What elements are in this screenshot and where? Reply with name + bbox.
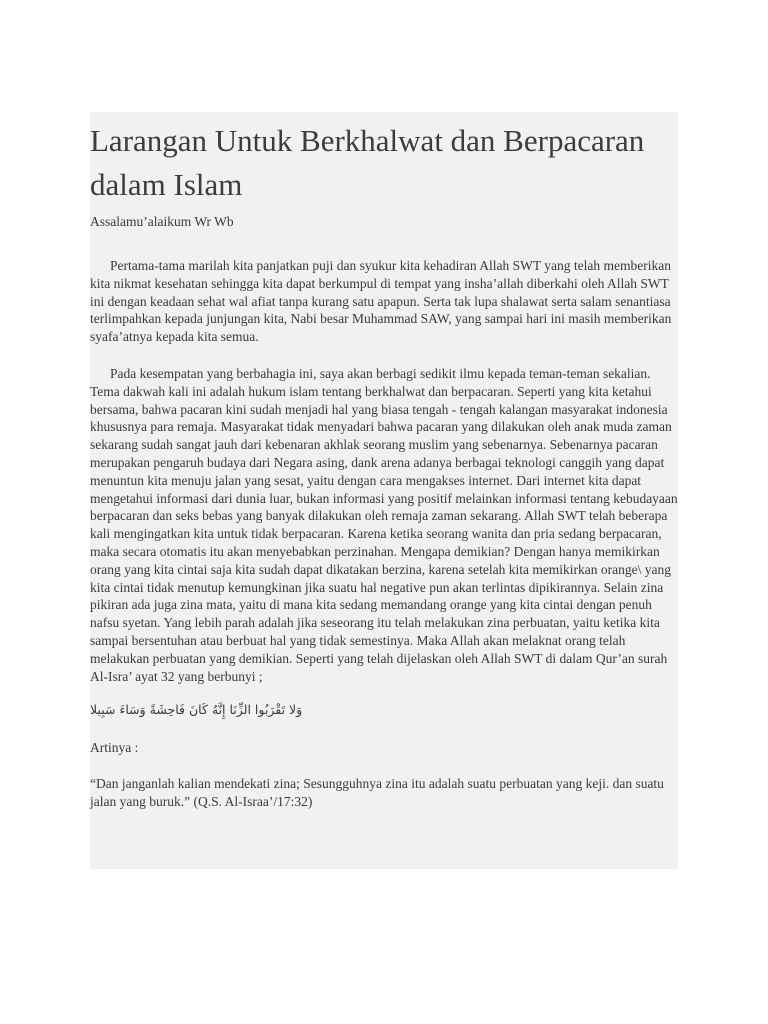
article-title: Larangan Untuk Berkhalwat dan Berpacaran dalam Islam: [90, 123, 645, 202]
paragraph-main: Pada kesempatan yang berbahagia ini, saya akan berbagi sedikit ilmu kepada teman-teman sekalian. Tema dakwah kali ini adalah hukum islam tentang berkhalwat dan berpacaran. Seperti yang kita ketahui bersama, bahwa pacaran kini sudah menjadi hal yang biasa tengah - tengah kalangan masyarakat indonesia khususnya para remaja. Masyarakat tidak menyadari bahwa pacaran yang dilakukan oleh anak muda zaman sekarang sudah sangat jauh dari kebenaran akhlak seorang muslim yang sebenarnya. Sebenarnya pacaran merupakan pengaruh budaya dari Negara asing, dank arena adanya berbagai teknologi canggih yang dapat menuntun kita menuju jalan yang sesat, yaitu dengan cara mengakses internet. Dari internet kita dapat mengetahui informasi dari dunia luar, bukan informasi yang positif melainkan informasi tentang kebudayaan berpacaran dan seks bebas yang banyak dilakukan oleh remaja zaman sekarang. Allah SWT telah beberapa kali mengingatkan kita untuk tidak berpacaran. Karena ketika seorang wanita dan pria sedang berpacaran, maka secara otomatis itu akan menyebabkan perzinahan. Mengapa demikian? Dengan hanya memikirkan orang yang kita cintai saja kita sudah dapat dikatakan berzina, karena setelah kita memikirkan orange\ yang kita cintai tidak menutup kemungkinan jika suatu hal negative pun akan terlintas dipikirannya. Selain zina pikiran ada juga zina mata, yaitu di mana kita sedang memandang orange yang kita cintai dengan penuh nafsu syetan. Yang lebih parah adalah jika seseorang itu telah melakukan zina perbuatan, yaitu ketika kita sampai bersentuhan atau berbuat hal yang tidak semestinya. Maka Allah akan melaknat orang telah melakukan perbuatan yang demikian. Seperti yang telah dijelaskan oleh Allah SWT di dalam Qur’an surah Al-Isra’ ayat 32 yang berbunyi ;: [90, 365, 678, 684]
greeting-text: Assalamu’alaikum Wr Wb: [90, 214, 234, 229]
translation-quote: “Dan janganlah kalian mendekati zina; Sesungguhnya zina itu adalah suatu perbuatan yang keji. dan suatu jalan yang buruk.” (Q.S. Al-Israa’/17:32): [90, 776, 664, 810]
translation-label: Artinya :: [90, 740, 139, 756]
arabic-verse: وَلا تَقْرَبُوا الزِّنَا إِنَّهُ كَانَ فَاحِشَةً وَسَاءَ سَبِيلا: [90, 702, 303, 718]
paragraph-opening: Pertama-tama marilah kita panjatkan puji dan syukur kita kehadiran Allah SWT yang telah memberikan kita nikmat kesehatan sehingga kita dapat berkumpul di tempat yang insha’allah diberkahi oleh Allah SWT ini dengan keadaan sehat wal afiat tanpa kurang satu apapun. Serta tak lupa shalawat serta salam senantiasa terlimpahkan kepada junjungan kita, Nabi besar Muhammad SAW, yang sampai hari ini masih memberikan syafa’atnya kepada kita semua.: [90, 258, 672, 345]
document-page: [90, 112, 678, 869]
